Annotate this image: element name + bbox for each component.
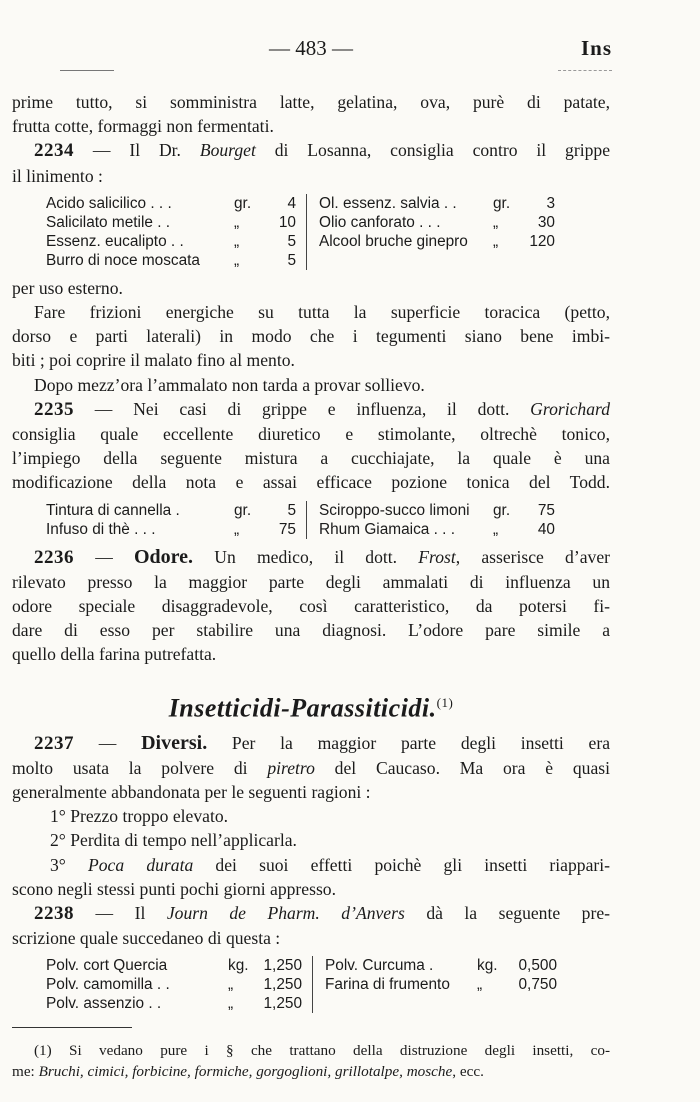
entry-number: 2236 bbox=[34, 546, 74, 568]
ingredient-unit: „ bbox=[228, 976, 234, 994]
recipe-row bbox=[46, 520, 296, 539]
entry-number: 2235 bbox=[34, 398, 74, 420]
recipe-row bbox=[319, 232, 555, 251]
ingredient-unit: „ bbox=[234, 520, 240, 538]
recipe-row bbox=[319, 213, 555, 232]
ingredient-unit: „ bbox=[477, 976, 483, 994]
ingredient-qty: 5 bbox=[287, 251, 296, 269]
ingredient-name: Acido salicilico . . . bbox=[46, 194, 172, 212]
recipe-row bbox=[46, 194, 296, 213]
recipe-col-left bbox=[46, 501, 307, 539]
recipe-row bbox=[46, 956, 302, 975]
entry-number: 2234 bbox=[34, 140, 74, 162]
ingredient-unit: kg. bbox=[477, 957, 498, 975]
ingredient-qty: 1,250 bbox=[263, 957, 302, 975]
recipe-row bbox=[46, 232, 296, 251]
ingredient-qty: 5 bbox=[287, 501, 296, 519]
recipe-col-right bbox=[307, 501, 555, 539]
ingredient-qty: 40 bbox=[537, 520, 555, 538]
entry-2234-continued: per uso esterno. Fare frizioni energiche su tutta la superficie toracica (petto, dorso e parti laterali) in modo che i tegumenti siano bene imbi- biti ; poi coprire il malato fino al mento. Dopo mezz’ora l’ammalato non tarda a provar sollievo. bbox=[12, 277, 610, 395]
ingredient-name: Polv. assenzio . . bbox=[46, 995, 162, 1013]
ingredient-qty: 3 bbox=[546, 194, 555, 212]
ingredient-name: Tintura di cannella . bbox=[46, 501, 180, 519]
ingredient-name: Ol. essenz. salvia . . bbox=[319, 194, 457, 212]
ingredient-name: Salicilato metile . . bbox=[46, 213, 171, 231]
ingredient-unit: „ bbox=[493, 232, 499, 250]
ingredient-unit: gr. bbox=[234, 194, 252, 212]
ingredient-qty: 30 bbox=[537, 213, 555, 231]
page-number: — 483 — bbox=[269, 36, 353, 60]
ingredient-qty: 75 bbox=[278, 520, 296, 538]
ingredient-qty: 75 bbox=[537, 501, 555, 519]
ingredient-name: Rhum Giamaica . . . bbox=[319, 520, 455, 538]
recipe-row bbox=[46, 213, 296, 232]
ingredient-name: Farina di frumento bbox=[325, 976, 450, 994]
intro-paragraph: prime tutto, si somministra latte, gelatina, ova, purè di patate, frutta cotte, formaggi non fermentati. bbox=[12, 92, 610, 137]
recipe-row bbox=[46, 501, 296, 520]
header-rule-left bbox=[60, 70, 114, 71]
recipe-col-right bbox=[313, 956, 557, 1013]
ingredient-qty: 1,250 bbox=[263, 995, 302, 1013]
recipe-2238 bbox=[46, 956, 610, 1013]
recipe-2235 bbox=[46, 501, 610, 539]
ingredient-unit: „ bbox=[228, 995, 234, 1013]
ingredient-name: Sciroppo-succo limoni bbox=[319, 501, 470, 519]
ingredient-unit: gr. bbox=[493, 501, 511, 519]
entry-title: Diversi. bbox=[141, 731, 208, 754]
list-item: 1° Prezzo troppo elevato. bbox=[50, 806, 229, 827]
recipe-col-left bbox=[46, 956, 313, 1013]
ingredient-unit: kg. bbox=[228, 957, 249, 975]
recipe-row bbox=[325, 956, 557, 975]
recipe-row bbox=[319, 194, 555, 213]
list-item: 2° Perdita di tempo nell’applicarla. bbox=[50, 830, 297, 851]
ingredient-name: Infuso di thè . . . bbox=[46, 520, 156, 538]
ingredient-qty: 120 bbox=[529, 232, 555, 250]
recipe-2234 bbox=[46, 194, 610, 270]
ingredient-unit: „ bbox=[493, 520, 499, 538]
ingredient-qty: 5 bbox=[287, 232, 296, 250]
ingredient-unit: „ bbox=[234, 213, 240, 231]
ingredient-qty: 1,250 bbox=[263, 976, 302, 994]
section-title: Insetticidi-Parassiticidi.$^{(1)}$ bbox=[168, 693, 454, 723]
recipe-row bbox=[46, 975, 302, 994]
entry-2234: 2234 — Il Dr. Bourget di Losanna, consiglia contro il grippe il linimento : bbox=[12, 140, 610, 186]
ingredient-unit: „ bbox=[493, 213, 499, 231]
running-head: Ins bbox=[580, 36, 612, 60]
ingredient-name: Olio canforato . . . bbox=[319, 213, 441, 231]
entry-number: 2237 bbox=[34, 732, 74, 754]
entry-2238: 2238 — Il Journ de Pharm. d’Anvers dà la seguente pre- scrizione quale succedaneo di questa : bbox=[12, 902, 610, 949]
page-body bbox=[12, 90, 610, 1082]
recipe-col-left bbox=[46, 194, 307, 270]
ingredient-unit: gr. bbox=[493, 194, 511, 212]
ingredient-qty: 10 bbox=[278, 213, 296, 231]
recipe-row bbox=[46, 994, 302, 1013]
ingredient-name: Burro di noce moscata bbox=[46, 251, 200, 269]
header-rule-right bbox=[558, 70, 612, 71]
entry-title: Odore. bbox=[133, 545, 194, 568]
entry-number: 2238 bbox=[34, 902, 74, 924]
entry-2237: 2237 — Diversi. Per la maggior parte degli insetti era molto usata la polvere di piretro del Caucaso. Ma ora è quasi generalmente abbandonata per le seguenti ragioni : 1° Prezzo troppo elevato. 2° Perdita di tempo nell’applicarla. 3° Poca durata dei suoi effetti poichè gli insetti riappari- scono negli stessi punti pochi giorni appresso. bbox=[12, 731, 611, 899]
ingredient-unit: gr. bbox=[234, 501, 252, 519]
page-header bbox=[12, 36, 610, 66]
ingredient-qty: 4 bbox=[287, 194, 296, 212]
entry-2235: 2235 — Nei casi di grippe e influenza, il dott. Grorichard consiglia quale eccellente diuretico e stimolante, oltrechè tonico, l’impiego della seguente mistura a cucchiajate, la quale è una modificazione della nota e assai efficace pozione tonica del Todd. bbox=[12, 398, 610, 493]
recipe-row bbox=[325, 975, 557, 994]
entry-2236: 2236 — Odore. Un medico, il dott. Frost, asserisce d’aver rilevato presso la maggior parte degli ammalati di influenza un odore speciale disaggradevole, così caratteristico, da potersi fi- dare di esso per stabilire una diagnosi. L’odore pare simile a quello della farina putrefatta. bbox=[12, 545, 610, 665]
footnote-rule bbox=[12, 1027, 132, 1028]
ingredient-name: Essenz. eucalipto . . bbox=[46, 232, 184, 250]
ingredient-name: Polv. Curcuma . bbox=[325, 957, 434, 975]
ingredient-unit: „ bbox=[234, 251, 240, 269]
ingredient-qty: 0,750 bbox=[518, 976, 557, 994]
footnote-ref: (1) bbox=[436, 694, 454, 710]
ingredient-name: Alcool bruche ginepro bbox=[319, 232, 468, 250]
recipe-row bbox=[319, 520, 555, 539]
recipe-row bbox=[46, 251, 296, 270]
footnote: (1) Si vedano pure i § che trattano della distruzione degli insetti, co- me: Bruchi, cimici, forbicine, formiche, gorgoglioni, grillotalpe, mosche, ecc. bbox=[12, 1042, 610, 1081]
recipe-row bbox=[319, 501, 555, 520]
recipe-col-right bbox=[307, 194, 555, 270]
ingredient-unit: „ bbox=[234, 232, 240, 250]
ingredient-name: Polv. camomilla . . bbox=[46, 976, 170, 994]
list-item: 3° Poca durata dei suoi effetti poichè gli insetti riappari- bbox=[50, 854, 610, 875]
ingredient-name: Polv. cort Quercia bbox=[46, 957, 168, 975]
ingredient-qty: 0,500 bbox=[518, 957, 557, 975]
